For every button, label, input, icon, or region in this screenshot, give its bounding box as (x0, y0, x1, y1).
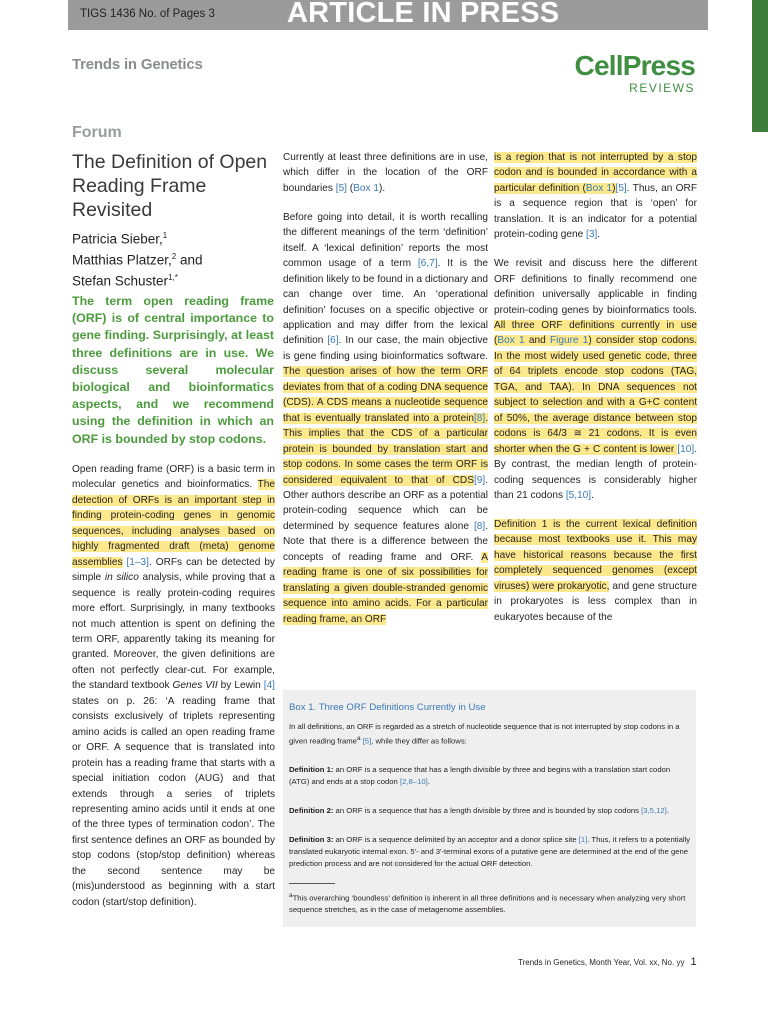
paragraph (494, 256, 697, 503)
text-run: In all definitions, an ORF is regarded as a stretch of nucleotide sequence that is not interrupted by stop codons in a given reading frame (289, 722, 680, 746)
box-link[interactable]: Box 1 (497, 335, 525, 347)
top-banner (68, 0, 708, 30)
page-number: 1 (690, 956, 697, 968)
author-name: Stefan Schuster (72, 273, 169, 289)
highlighted-text: is a region that is not interrupted by a stop codon and is bounded in accordance with a particular definition ( (494, 152, 697, 194)
citation-link[interactable]: [2,8–10] (399, 777, 428, 787)
author-name: Matthias Platzer, (72, 252, 172, 268)
box-link[interactable]: Box 1 (585, 182, 613, 194)
highlighted-text: All three ORF definitions currently in use ( (494, 320, 697, 347)
paragraph (494, 517, 697, 625)
text-run: . It is the definition likely to be found in a dictionary and can change over time. An ‘operational definition’ focuses on a specific objective or application and may differ from the lexical definition (283, 258, 488, 347)
paragraph (283, 210, 488, 627)
text-run: This overarching ‘boundless’ definition is inherent in all three definitions and is necessary when analyzing very short sequence stretches, as in the case of metagenome assemblies. (289, 893, 686, 915)
manuscript-meta: TIGS 1436 No. of Pages 3 (80, 8, 215, 20)
citation-link[interactable]: [8] (473, 412, 486, 424)
text-run: Open reading frame (ORF) is a basic term in molecular genetics and bioinformatics. (72, 464, 275, 491)
citation-link[interactable]: [9] (473, 474, 486, 486)
box-body (289, 721, 692, 916)
text-run: . Note that there is a difference between the concepts of reading frame and ORF. (283, 520, 488, 563)
text-run: . By contrast, the median length of protein-coding sequences is considerably higher than 21 codons (494, 443, 697, 502)
article-in-press-banner: ARTICLE IN PRESS (287, 0, 560, 29)
highlighted-text: The detection of ORFs is an important step in finding protein-coding genes in genomic sequences, including analyses based on highly fragmented draft (meta) genome assemblies (72, 479, 275, 568)
section-tab (752, 0, 768, 132)
affiliation-mark: 1,* (168, 273, 178, 282)
article-title: The Definition of Open Reading Frame Revisited (72, 151, 268, 221)
journal-name: Trends in Genetics (72, 56, 203, 73)
box-intro (289, 721, 692, 747)
section-label: Forum (72, 124, 122, 141)
text-run: ). (378, 182, 386, 194)
page-footer (518, 956, 697, 968)
definition-3 (289, 834, 692, 870)
text-run: . (597, 229, 601, 241)
highlighted-text: . This implies that the CDS of a particular protein is bounded by translation start and stop codons. In some cases the term ORF is considered equivalent to that of CDS (283, 412, 488, 486)
text-run: . Thus, it refers to a potentially translated eukaryotic internal exon. 5′- and 3′-terminal exons of a putative gene are determined at the end of the gene prediction process and are not considered for the actual ORF detection. (289, 835, 691, 868)
citation-link[interactable]: [1–3] (126, 556, 149, 568)
citation-link[interactable]: [5] (335, 182, 347, 194)
citation-link[interactable]: [10] (677, 443, 695, 455)
italic-text: Genes VII (172, 680, 218, 692)
affiliation-mark: 2 (171, 252, 177, 261)
abstract: The term open reading frame (ORF) is of central importance to gene finding. Surprisingly, at least three definitions are in use. We discuss several molecular biological and bioinformatics aspects, and we recommend using the definition in which an ORF is bounded by stop codons. (72, 294, 274, 446)
citation-link[interactable]: [6,7] (417, 258, 438, 270)
highlighted-text: Definition 1 is the current lexical definition because most textbooks use it. This may have historical reasons because the first completely sequenced genomes (except viruses) were prokaryotic, (494, 518, 697, 592)
citation-link[interactable]: [1] (578, 835, 588, 845)
text-run: We revisit and discuss here the different ORF definitions to finally recommend one definition universally applicable in finding protein-coding genes by bioinformatics tools. (494, 258, 697, 316)
footnote-mark: a (356, 734, 361, 742)
author-conjunction: and (176, 252, 203, 268)
text-run: an ORF is a sequence that has a length divisible by three and is bounded by stop codons (333, 806, 642, 816)
box-link[interactable]: Box 1 (353, 182, 379, 194)
footer-citation: Trends in Genetics, Month Year, Vol. xx, No. yy (518, 958, 685, 967)
affiliation-mark: 1 (162, 231, 168, 240)
text-run: . Other authors describe an ORF as a potential protein-coding sequence which can be determined by sequence features alone (283, 474, 488, 532)
logo-main: CellPress (574, 50, 695, 81)
box-title: Box 1. Three ORF Definitions Currently in Use (289, 702, 486, 713)
text-run: . In our case, the main objective is gene finding using bioinformatics software. (283, 335, 488, 362)
citation-link[interactable]: [4] (263, 680, 275, 692)
text-run: an ORF is a sequence that has a length divisible by three and begins with a translation start codon (ATG) and ends at a stop codon (289, 765, 671, 787)
logo-sub: REVIEWS (629, 81, 695, 95)
citation-link[interactable]: [5] (362, 736, 372, 746)
text-run: states on p. 26: ‘A reading frame that consists exclusively of triplets representing amino acids is called an open reading frame or ORF. A sequence that is translated into protein has a reading frame that starts with a special initiation codon (AUG) and that extends through a series of triplets representing amino acids until it ends at one of the three types of termination codon’. The first sentence defines an ORF as bounded by stop codons (stop/stop definition) whereas the second sentence may be (mis)understood as beginning with a start codon (start/stop definition). (72, 695, 275, 908)
highlighted-text: ) (612, 182, 616, 194)
citation-link[interactable]: [3,5,12] (641, 806, 667, 816)
body-column-2 (283, 150, 488, 641)
text-run: ( (347, 182, 354, 194)
text-run: and gene structure in prokaryotes is less complex than in eukaryotes because of the (494, 580, 697, 623)
paragraph (283, 150, 488, 196)
text-run: an ORF is a sequence delimited by an acceptor and a donor splice site (333, 835, 579, 845)
definition-label: Definition 2: (289, 806, 334, 816)
highlighted-text: and (524, 335, 550, 347)
box-footnote (289, 890, 692, 916)
body-column-3 (494, 150, 697, 639)
text-run: Currently at least three definitions are in use, which differ in the location of the ORF boundaries (283, 152, 488, 194)
text-run: . (666, 806, 669, 816)
paragraph (72, 462, 275, 910)
paragraph (494, 150, 697, 243)
text-run: , while they differ as follows: (371, 736, 467, 746)
definition-1 (289, 764, 692, 788)
text-run: . (427, 777, 430, 787)
box-1 (283, 690, 696, 927)
citation-link[interactable]: [3] (586, 229, 598, 241)
text-run: . Thus, an ORF is a sequence region that is ‘open’ for translation. It is an indicator for a potential protein-coding gene (494, 182, 697, 241)
author-name: Patricia Sieber, (72, 231, 163, 247)
text-run: . (591, 490, 594, 502)
text-run: by Lewin (217, 680, 264, 692)
highlighted-text: ) consider stop codons. In the most widely used genetic code, three of 64 triplets encode stop codons (TAG, TGA, and TAA). In DNA sequences not subject to selection and with a G+C content of 50%, the average distance between stop codons is 64/3 ≅ 21 codons. It is even shorter when the G + C content is lower (494, 335, 698, 455)
text-run: . ORFs can be detected by simple (72, 556, 275, 584)
citation-link[interactable]: [6] (327, 335, 339, 347)
citation-link[interactable]: [5] (615, 182, 627, 194)
cellpress-logo (560, 52, 695, 95)
definition-2 (289, 805, 692, 817)
footnote-divider (289, 883, 335, 884)
footnote-mark: a (289, 891, 293, 899)
citation-link[interactable]: [8] (473, 520, 486, 532)
highlighted-text: The question arises of how the term ORF deviates from that of a coding DNA sequence (CDS). A CDS means a nucleotide sequence that is eventually translated into a protein (283, 366, 488, 424)
body-column-1 (72, 462, 275, 924)
figure-link[interactable]: Figure 1 (549, 335, 589, 347)
citation-link[interactable]: [5,10] (565, 490, 592, 502)
text-run: analysis, while proving that a sequence is really protein-coding requires more effort. Surprisingly, in many textbooks not much attention is spent on defining the term ORF, apparently taking its meaning for granted. Moreover, the given definitions are often not perfectly clear-cut. For example, the standard textbook (72, 572, 275, 692)
highlighted-text: A reading frame is one of six possibilities for translating a given double-stranded genomic sequence into amino acids. For a particular reading frame, an ORF (283, 551, 488, 625)
italic-text: in silico (104, 572, 139, 584)
author-list (72, 227, 277, 290)
definition-label: Definition 3: (289, 835, 334, 845)
definition-label: Definition 1: (289, 765, 334, 775)
text-run: Before going into detail, it is worth recalling the different meanings of the term ‘definition’ itself. A ‘lexical definition’ reports the most common usage of a term (283, 211, 488, 270)
